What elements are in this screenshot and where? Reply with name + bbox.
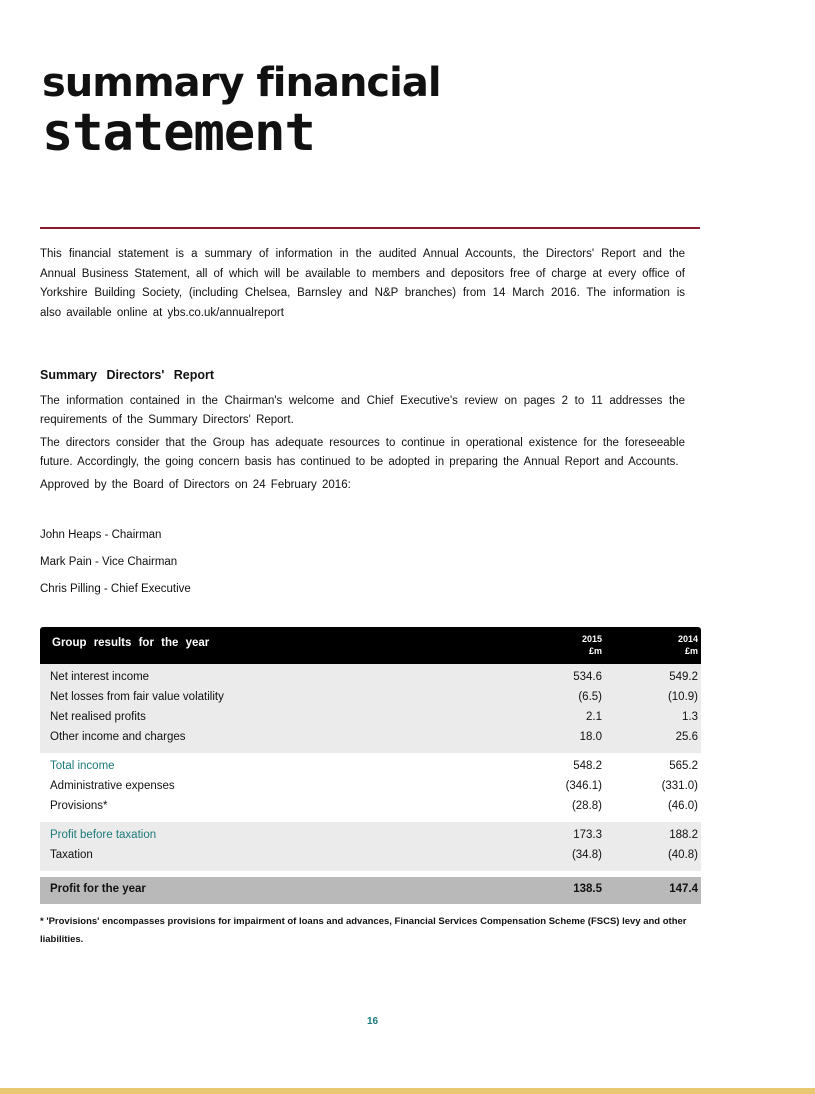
row-label: Total income: [50, 760, 115, 772]
column-year: 2014: [677, 634, 698, 644]
value-2015: (346.1): [565, 780, 602, 792]
column-year: 2015: [581, 634, 602, 644]
value-2014: (40.8): [667, 849, 698, 861]
table-row: [40, 669, 701, 689]
row-label: Net interest income: [50, 671, 150, 683]
table-row: [40, 827, 701, 847]
row-label: Administrative expenses: [50, 780, 175, 792]
document-title-line1: summary financial: [42, 60, 441, 106]
title-divider: [40, 227, 700, 229]
row-label: Other income and charges: [50, 731, 186, 743]
directors-report-body: [40, 392, 685, 499]
value-2015: (28.8): [571, 800, 602, 812]
intro-paragraph: This financial statement is a summary of information in the audited Annual Accounts, the Directors' Report and the Annual Business Statement, all of which will be available to members and depositors free of charge at every office of Yorkshire Building Society, (including Chelsea, Barnsley and N&P branches) from 14 March 2016. The information is also available online at ybs.co.uk/annualreport: [40, 248, 685, 319]
value-2015: (6.5): [578, 691, 602, 703]
value-2015: (34.8): [571, 849, 602, 861]
document-title-line2: statement: [42, 103, 315, 163]
signatory-chairman: John Heaps - Chairman: [40, 529, 162, 541]
expenses-block: [40, 753, 701, 822]
row-label: Taxation: [50, 849, 93, 861]
table-row: [40, 689, 701, 709]
income-block: [40, 664, 701, 753]
signatory-vice-chairman: Mark Pain - Vice Chairman: [40, 556, 178, 568]
row-label: Provisions*: [50, 800, 108, 812]
bottom-accent-bar: [0, 1088, 815, 1094]
value-2015: 173.3: [573, 829, 602, 841]
value-2014: 549.2: [669, 671, 698, 683]
table-row: [40, 709, 701, 729]
table-header-label: Group results for the year: [52, 637, 210, 649]
row-label: Net realised profits: [50, 711, 146, 723]
value-2014: 1.3: [682, 711, 698, 723]
value-2015: 138.5: [573, 883, 602, 895]
table-row: [40, 758, 701, 778]
value-2015: 548.2: [573, 760, 602, 772]
column-header-2014: [638, 633, 698, 657]
table-row: [40, 778, 701, 798]
table-row: [40, 847, 701, 867]
report-paragraph: Approved by the Board of Directors on 24 February 2016:: [40, 479, 351, 491]
report-paragraph: The directors consider that the Group has adequate resources to continue in operational existence for the foreseeable future. Accordingly, the going concern basis has continued to be adopted in preparing the Annual Report and Accounts.: [40, 437, 685, 468]
profit-for-year-row: [40, 877, 701, 904]
value-2014: 147.4: [669, 883, 698, 895]
value-2015: 534.6: [573, 671, 602, 683]
table-header: [40, 627, 701, 664]
column-unit: £m: [588, 646, 602, 656]
directors-report-heading: Summary Directors' Report: [40, 368, 215, 382]
table-row: [40, 798, 701, 818]
value-2015: 18.0: [579, 731, 602, 743]
value-2014: 565.2: [669, 760, 698, 772]
page-number: 16: [366, 1016, 379, 1027]
provisions-footnote: * 'Provisions' encompasses provisions for impairment of loans and advances, Financial Services Compensation Scheme (FSCS) levy and other liabilities.: [40, 916, 687, 945]
row-label: Profit before taxation: [50, 829, 157, 841]
column-header-2015: [542, 633, 602, 657]
row-label: Profit for the year: [50, 883, 146, 895]
table-row: [40, 729, 701, 749]
row-label: Net losses from fair value volatility: [50, 691, 224, 703]
signatory-chief-executive: Chris Pilling - Chief Executive: [40, 583, 191, 595]
value-2014: 188.2: [669, 829, 698, 841]
value-2014: (10.9): [667, 691, 698, 703]
value-2014: 25.6: [675, 731, 698, 743]
value-2014: (46.0): [667, 800, 698, 812]
report-paragraph: The information contained in the Chairman's welcome and Chief Executive's review on pages 2 to 11 addresses the requirements of the Summary Directors' Report.: [40, 395, 685, 426]
value-2015: 2.1: [586, 711, 602, 723]
value-2014: (331.0): [661, 780, 698, 792]
column-unit: £m: [684, 646, 698, 656]
taxation-block: [40, 822, 701, 871]
group-results-table: [40, 627, 701, 904]
